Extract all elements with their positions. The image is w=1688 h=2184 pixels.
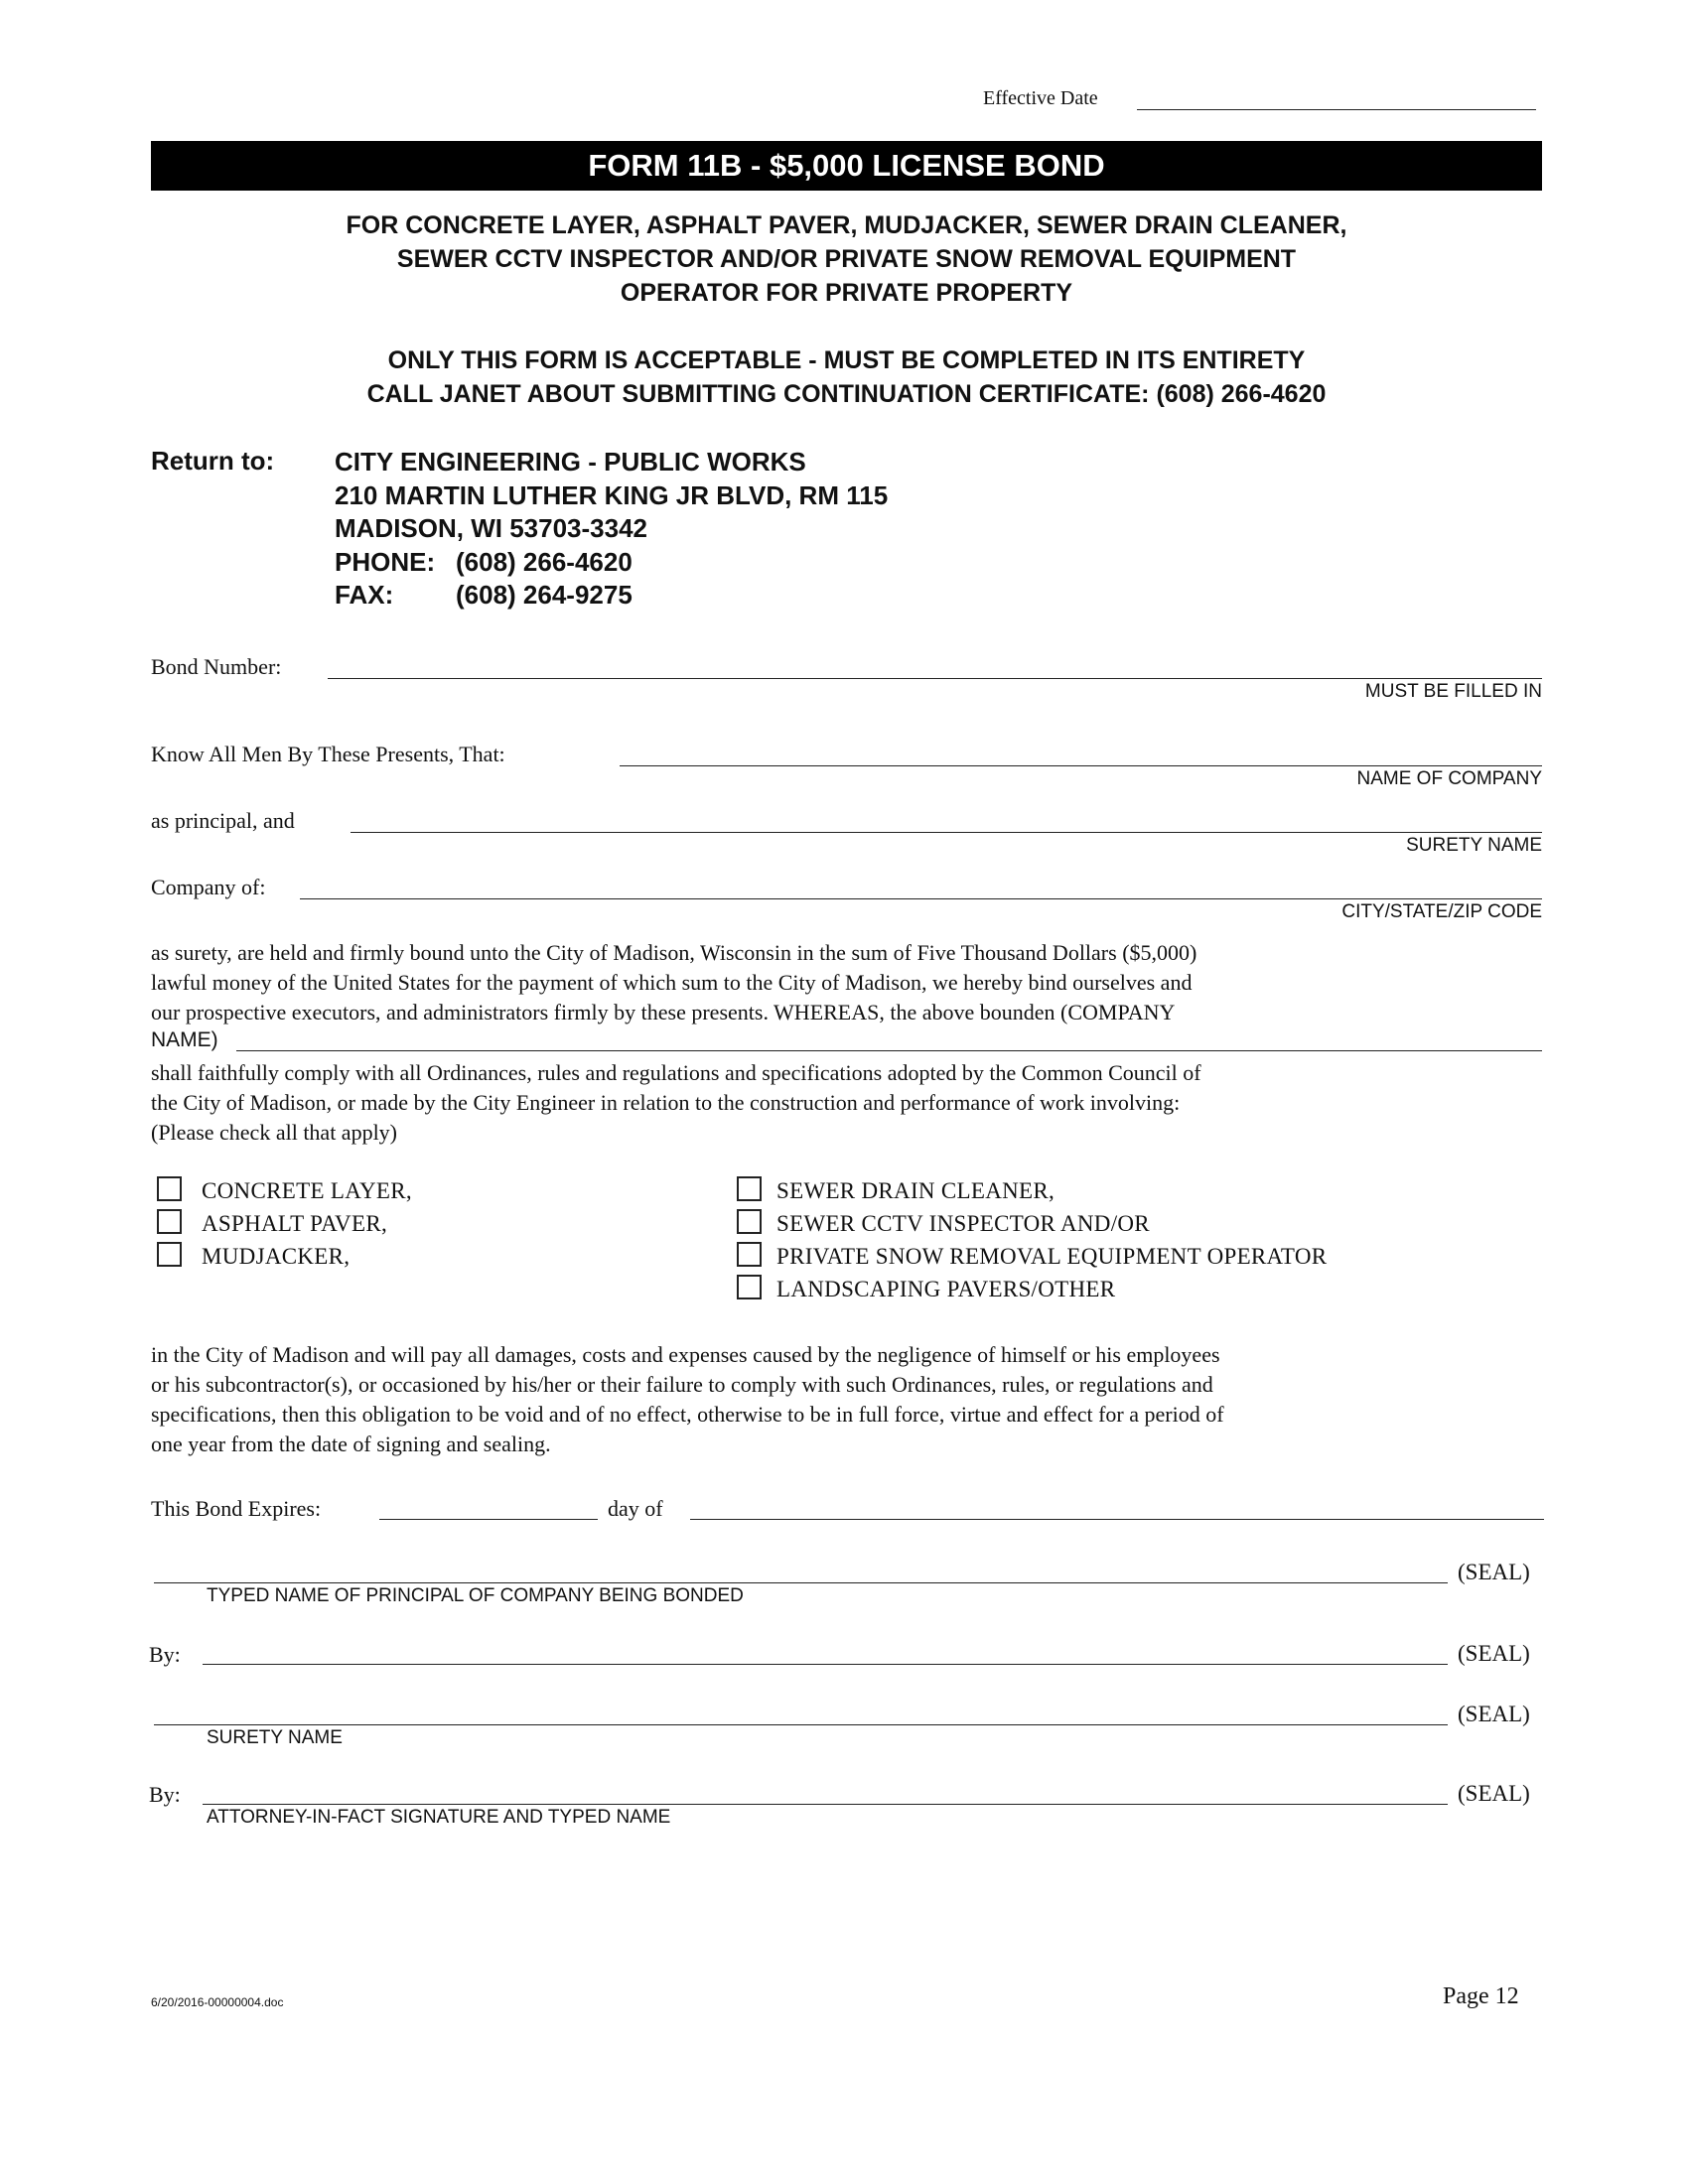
footer-document-name: 6/20/2016-00000004.doc: [151, 1995, 284, 2009]
page-number: Page 12: [1443, 1983, 1519, 2009]
principal-name-caption: TYPED NAME OF PRINCIPAL OF COMPANY BEING BONDED: [207, 1585, 744, 1606]
phone-label: PHONE:: [335, 546, 436, 577]
surety-name-signature-line[interactable]: [154, 1724, 1448, 1725]
bond-number-caption: MUST BE FILLED IN: [1364, 681, 1542, 702]
snow-removal-operator-label: PRIVATE SNOW REMOVAL EQUIPMENT OPERATOR: [776, 1244, 1328, 1269]
asphalt-paver-checkbox[interactable]: [157, 1209, 182, 1234]
sewer-drain-cleaner-checkbox[interactable]: [737, 1176, 762, 1201]
subtitle-line: OPERATOR FOR PRIVATE PROPERTY: [620, 279, 1073, 307]
phone-number: (608) 266-4620: [456, 546, 633, 577]
surety-name-caption: SURETY NAME: [1406, 835, 1542, 856]
paragraph-line: in the City of Madison and will pay all damages, costs and expenses caused by the negligence of himself or his employees: [151, 1342, 1220, 1367]
sewer-cctv-inspector-checkbox[interactable]: [737, 1209, 762, 1234]
landscaping-pavers-label: LANDSCAPING PAVERS/OTHER: [776, 1277, 1116, 1301]
bond-paragraph-2: [151, 1058, 1542, 1148]
expires-day-field[interactable]: [379, 1519, 598, 1520]
by-label: By:: [149, 1642, 181, 1667]
effective-date-field[interactable]: [1137, 109, 1536, 110]
bounden-company-name-field[interactable]: [236, 1050, 1542, 1051]
concrete-layer-checkbox[interactable]: [157, 1176, 182, 1201]
attorney-signature-caption: ATTORNEY-IN-FACT SIGNATURE AND TYPED NAME: [207, 1807, 671, 1828]
form-title: FORM 11B - $5,000 LICENSE BOND: [151, 141, 1542, 191]
paragraph-line: as surety, are held and firmly bound unto the City of Madison, Wisconsin in the sum of Five Thousand Dollars ($5,000): [151, 940, 1197, 965]
company-of-label: Company of:: [151, 875, 266, 899]
form-subtitle: [151, 208, 1542, 310]
fax-row: [335, 579, 888, 613]
asphalt-paver-label: ASPHALT PAVER,: [202, 1211, 388, 1236]
landscaping-pavers-checkbox[interactable]: [737, 1275, 762, 1299]
surety-name-signature-caption: SURETY NAME: [207, 1727, 343, 1748]
phone-row: [335, 546, 888, 580]
by-label: By:: [149, 1782, 181, 1807]
seal-label: (SEAL): [1458, 1641, 1530, 1666]
paragraph-line: our prospective executors, and administrators firmly by these presents. WHEREAS, the above bounden (COMPANY: [151, 1000, 1176, 1024]
seal-label: (SEAL): [1458, 1702, 1530, 1726]
city-state-zip-caption: CITY/STATE/ZIP CODE: [1341, 901, 1542, 922]
snow-removal-operator-checkbox[interactable]: [737, 1242, 762, 1267]
surety-name-field[interactable]: [351, 832, 1542, 833]
principal-name-line[interactable]: [154, 1582, 1448, 1583]
seal-label: (SEAL): [1458, 1781, 1530, 1806]
day-of-label: day of: [608, 1496, 663, 1521]
expires-month-year-field[interactable]: [690, 1519, 1544, 1520]
fax-label: FAX:: [335, 580, 394, 610]
surety-name-label: as principal, and: [151, 808, 295, 833]
bond-paragraph-1: [151, 938, 1542, 1027]
subtitle-line: SEWER CCTV INSPECTOR AND/OR PRIVATE SNOW REMOVAL EQUIPMENT: [396, 245, 1297, 273]
notice-line: CALL JANET ABOUT SUBMITTING CONTINUATION CERTIFICATE: (608) 266-4620: [366, 380, 1327, 408]
bond-number-label: Bond Number:: [151, 654, 282, 679]
sewer-drain-cleaner-label: SEWER DRAIN CLEANER,: [776, 1178, 1055, 1203]
paragraph-line: (Please check all that apply): [151, 1120, 398, 1145]
address-line: MADISON, WI 53703-3342: [335, 513, 648, 543]
city-state-zip-field[interactable]: [300, 898, 1542, 899]
return-to-label: Return to:: [151, 446, 275, 476]
paragraph-line: or his subcontractor(s), or occasioned by his/her or their failure to comply with such Ordinances, rules, or regulations and: [151, 1372, 1213, 1397]
form-notice: [151, 343, 1542, 411]
attorney-signature-line[interactable]: [203, 1804, 1448, 1805]
return-address: [335, 446, 888, 613]
company-name-field[interactable]: [620, 765, 1542, 766]
company-name-caption: NAME OF COMPANY: [1356, 768, 1542, 789]
sewer-cctv-inspector-label: SEWER CCTV INSPECTOR AND/OR: [776, 1211, 1150, 1236]
paragraph-line: specifications, then this obligation to be void and of no effect, otherwise to be in full force, virtue and effect for a period of: [151, 1402, 1224, 1427]
notice-line: ONLY THIS FORM IS ACCEPTABLE - MUST BE COMPLETED IN ITS ENTIRETY: [387, 346, 1306, 374]
company-name-label-2: NAME): [151, 1028, 218, 1051]
paragraph-line: the City of Madison, or made by the City Engineer in relation to the construction and performance of work involving:: [151, 1090, 1181, 1115]
paragraph-line: one year from the date of signing and sealing.: [151, 1432, 551, 1456]
paragraph-line: shall faithfully comply with all Ordinances, rules and regulations and specifications adopted by the Common Council of: [151, 1060, 1201, 1085]
concrete-layer-label: CONCRETE LAYER,: [202, 1178, 412, 1203]
address-line: CITY ENGINEERING - PUBLIC WORKS: [335, 447, 806, 477]
mudjacker-checkbox[interactable]: [157, 1242, 182, 1267]
bond-expires-label: This Bond Expires:: [151, 1496, 322, 1521]
principal-signature-line[interactable]: [203, 1664, 1448, 1665]
bond-paragraph-3: [151, 1340, 1542, 1459]
address-line: 210 MARTIN LUTHER KING JR BLVD, RM 115: [335, 479, 889, 510]
seal-label: (SEAL): [1458, 1560, 1530, 1584]
fax-number: (608) 264-9275: [456, 580, 633, 610]
bond-number-field[interactable]: [328, 678, 1542, 679]
mudjacker-label: MUDJACKER,: [202, 1244, 351, 1269]
effective-date-label: Effective Date: [983, 87, 1098, 109]
company-name-label: Know All Men By These Presents, That:: [151, 742, 505, 766]
paragraph-line: lawful money of the United States for the payment of which sum to the City of Madison, we hereby bind ourselves and: [151, 970, 1193, 995]
subtitle-line: FOR CONCRETE LAYER, ASPHALT PAVER, MUDJACKER, SEWER DRAIN CLEANER,: [346, 211, 1347, 239]
